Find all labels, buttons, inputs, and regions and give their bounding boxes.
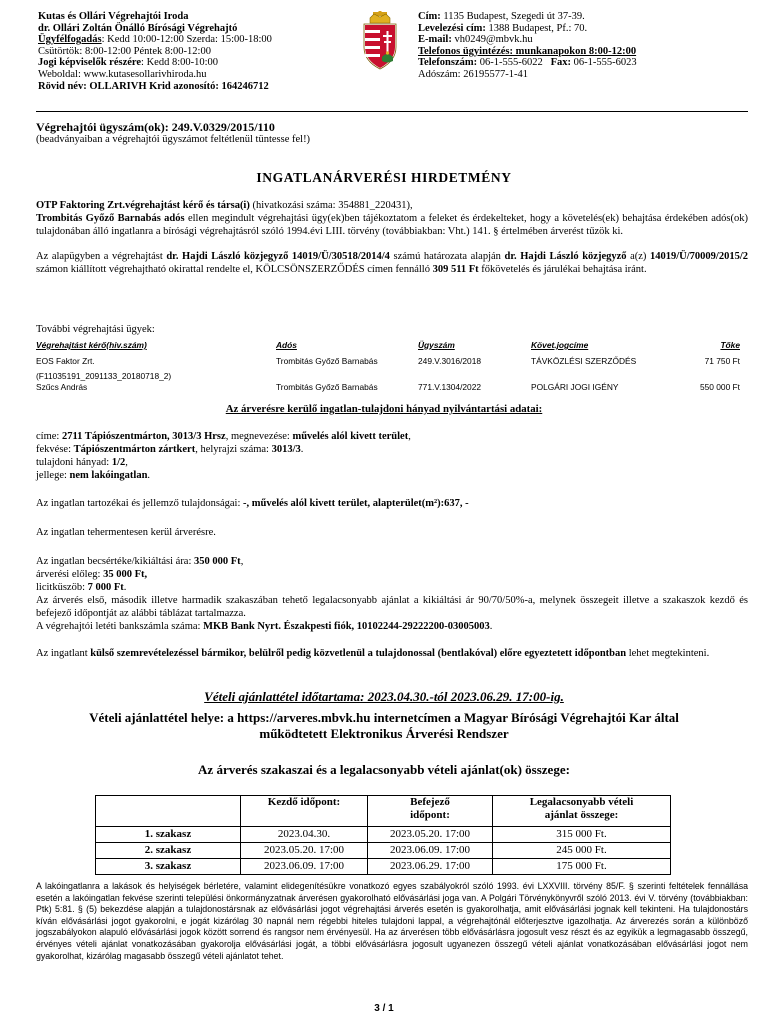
stage-name: 3. szakasz: [96, 859, 241, 875]
case-1-claim: TÁVKÖZLÉSI SZERZŐDÉS: [531, 356, 637, 366]
address: Cím: 1135 Budapest, Szegedi út 37-39.: [418, 11, 585, 22]
col-header-creditor: Végrehajtást kérő(hiv.szám): [36, 340, 147, 350]
stages-title: Az árverés szakaszai és a legalacsonyabb vételi ajánlat(ok) összege:: [198, 762, 570, 777]
case-2-principal: 550 000 Ft: [699, 382, 740, 392]
stages-header-row: [96, 796, 671, 827]
office-hours-2: Csütörtök: 8:00-12:00 Péntek 8:00-12:00: [38, 45, 211, 57]
office-name: Kutas és Ollári Végrehajtói Iroda: [38, 11, 189, 22]
case-1-debtor: Trombitás Győző Barnabás: [276, 356, 378, 366]
bank-account: A végrehajtói letéti bankszámla száma: MKB Bank Nyrt. Északpesti fiók, 10102244-29222200-03005003.: [36, 621, 493, 632]
case-number: Végrehajtói ügyszám(ok): 249.V.0329/2015/110: [36, 120, 275, 134]
case-1-creditor: EOS Faktor Zrt.: [36, 356, 95, 366]
contact-info: [418, 11, 758, 81]
tax-number: Adószám: 26195577-1-41: [418, 68, 528, 80]
stage-name: 2. szakasz: [96, 843, 241, 859]
table-row: [96, 843, 671, 859]
legal-footnote: A lakóingatlanra a lakások és helyiségek bérletére, valamint elidegenítésükre vonatkozó egyes szabályokról szóló 1993. évi LXXVIII. törvény 85/F. § szerinti feltételek fennállása esetén a lakóingatlan fekvése szerinti települési önkormányzatnak árverésen gyakorolható elővásárlási joga van. A Polgári Törvénykönyvről szóló 2013. évi V. törvény (továbbiakban: Ptk) 5:81. § (5) bekezdése alapján a tulajdonostársnak az elővásárlási jogot végrehajtási árverés esetén is gyakorolhatja, amit elővásárlási jognak kell tekinteni. Ha tulajdonostárs kíván elővásárlási jogot gyakorolni, e jogát kizárólag 30 napnál nem régebbi hiteles tulajdoni lappal, a végrehajtónál előterjesztve igazolhatja. Az árverezés során a különböző jogszabályokon alapuló elővásárlási jogok között sorrend és rangsor nem érvényesül. Ha az árverésen több elővásárlásra jogosult vesz részt és az egyikük a legmagasabb összegű, érvényes vételi ajánlat vonatkozásában gyakorolja elővásárlási jogát, a többi elővásárlásra jogosult ugyanezen összegű vételi ajánlat vonatkozásában elővásárlási jogot nem gyakorolhat, kizárólag magasabb összegű vételi ajánlatot tehet.: [36, 881, 748, 961]
case-number-note: (beadványaiban a végrehajtói ügyszámot feltétlenül tüntesse fel!): [36, 134, 311, 145]
property-section-title: Az árverésre kerülő ingatlan-tulajdoni hányad nyilvántartási adatai:: [225, 403, 543, 415]
creditor-line: OTP Faktoring Zrt.végrehajtást kérő és társa(i) (hivatkozási száma: 354881_220431),: [36, 200, 413, 211]
hungarian-coat-of-arms-icon: [358, 11, 402, 71]
col-header-principal: Tőke: [720, 340, 740, 350]
office-hours: Ügyfélfogadás: Kedd 10:00-12:00 Szerda: 15:00-18:00: [38, 34, 272, 46]
stage-start: 2023.04.30.: [241, 827, 368, 843]
office-info: [38, 11, 368, 92]
property-bid-step: licitküszöb: 7 000 Ft.: [36, 582, 127, 593]
table-row: [96, 859, 671, 875]
stage-end: 2023.06.29. 17:00: [368, 859, 493, 875]
case-2-creditor: Szűcs András: [36, 382, 88, 392]
stages-header-end: Befejező időpont:: [368, 796, 493, 827]
viewing-info: Az ingatlant külső szemrevételezéssel bármikor, belülről pedig közvetlenül a tulajdonossal (bentlakóval) előre egyeztetett időpontban lehet megtekinteni.: [36, 648, 710, 659]
case-1-number: 249.V.3016/2018: [418, 356, 482, 366]
col-header-debtor: Adós: [276, 340, 297, 350]
property-type: jellege: nem lakóingatlan.: [36, 470, 151, 481]
stage-end: 2023.05.20. 17:00: [368, 827, 493, 843]
page-number: 3 / 1: [374, 1003, 394, 1014]
lawyer-hours: Jogi képviselők részére: Kedd 8:00-10:00: [38, 57, 219, 69]
document-title: INGATLANÁRVERÉSI HIRDETMÉNY: [256, 170, 512, 185]
stages-header-start: Kezdő időpont:: [241, 796, 368, 827]
stage-name: 1. szakasz: [96, 827, 241, 843]
stages-header-min-bid: Legalacsonyabb vételi ajánlat összege:: [493, 796, 671, 827]
property-unencumbered: Az ingatlan tehermentesen kerül árverésre.: [36, 527, 216, 538]
header-divider: [36, 111, 748, 112]
basis-paragraph: Az alapügyben a végrehajtást dr. Hajdi László közjegyző 14019/Ü/30518/2014/4 számú határozata alapján dr. Hajdi László közjegyző a(z) 14019/Ü/70009/2015/2 számon kiállított végrehajtható okirattal rendelte el, KÖLCSÖNSZERZŐDÉS címen fennálló 309 511 Ft főkövetelés és járulékai behajtása iránt.: [36, 251, 748, 275]
stages-explanation: Az árverés első, második illetve harmadik szakaszában tehető legalacsonyabb ajánlat a kikiáltási ár 90/70/50%-a, melynek összegeit illetve a szakaszok kezdő és befejező időpontját az alábbi táblázat tartalmazza.: [36, 595, 748, 619]
case-1-creditor-ref: (F11035191_2091133_20180718_2): [36, 371, 172, 381]
property-deposit: árverési előleg: 35 000 Ft,: [36, 569, 148, 580]
other-cases-heading: További végrehajtási ügyek:: [36, 324, 155, 335]
stage-start: 2023.05.20. 17:00: [241, 843, 368, 859]
case-2-number: 771.V.1304/2022: [418, 382, 482, 392]
property-location: fekvése: Tápiószentmárton zártkert, helyrajzi száma: 3013/3.: [36, 444, 304, 455]
case-1-principal: 71 750 Ft: [704, 356, 740, 366]
debtor-paragraph: Trombitás Győző Barnabás adós ellen megindult végrehajtási ügy(ek)ben tájékoztatom a feleket és érdekelteket, hogy a követelés(ek) behajtása érdekében adós(ok) tulajdonában álló ingatlanra a bírósági végrehajtásról szóló 1994.évi LIII. törvény (továbbiakban: Vht.) 141. § értelmében árverést tűzök ki.: [36, 213, 748, 237]
postal-address: Levelezési cím: 1388 Budapest, Pf.: 70.: [418, 22, 588, 34]
stage-min-bid: 315 000 Ft.: [493, 827, 671, 843]
phone-fax: Telefonszám: 06-1-555-6022 Fax: 06-1-555-6023: [418, 57, 637, 69]
property-share: tulajdoni hányad: 1/2,: [36, 457, 128, 468]
case-2-claim: POLGÁRI JOGI IGÉNY: [531, 382, 619, 392]
stage-start: 2023.06.09. 17:00: [241, 859, 368, 875]
email: E-mail: vh0249@mbvk.hu: [418, 34, 533, 46]
case-2-debtor: Trombitás Győző Barnabás: [276, 382, 378, 392]
phone-hours: Telefonos ügyintézés: munkanapokon 8:00-12:00: [418, 45, 637, 57]
stages-table: [95, 795, 671, 875]
bid-place-line-2: működtetett Elektronikus Árverési Rendszer: [259, 726, 509, 741]
stages-header-empty: [96, 796, 241, 827]
property-address: címe: 2711 Tápiószentmárton, 3013/3 Hrsz, megnevezése: művelés alól kivett terület,: [36, 431, 411, 442]
stage-min-bid: 175 000 Ft.: [493, 859, 671, 875]
bid-period: Vételi ajánlattétel időtartama: 2023.04.30.-tól 2023.06.29. 17:00-ig.: [204, 689, 564, 704]
bailiff-name: dr. Ollári Zoltán Önálló Bírósági Végrehajtó: [38, 22, 238, 34]
table-row: [96, 827, 671, 843]
col-header-case: Ügyszám: [418, 340, 455, 350]
stage-min-bid: 245 000 Ft.: [493, 843, 671, 859]
website: Weboldal: www.kutasesollarivhiroda.hu: [38, 68, 207, 80]
property-features: Az ingatlan tartozékai és jellemző tulajdonságai: -, művelés alól kivett terület, alapterület(m²):637, -: [36, 498, 469, 509]
short-name: Rövid név: OLLARIVH Krid azonosító: 164246712: [38, 80, 269, 92]
bid-place-line-1: Vételi ajánlattétel helye: a https://arveres.mbvk.hu internetcímen a Magyar Bírósági Végrehajtói Kar által: [89, 710, 679, 725]
col-header-claim: Követ.jogcíme: [531, 340, 589, 350]
stage-end: 2023.06.09. 17:00: [368, 843, 493, 859]
property-value: Az ingatlan becsértéke/kikiáltási ára: 350 000 Ft,: [36, 556, 244, 567]
